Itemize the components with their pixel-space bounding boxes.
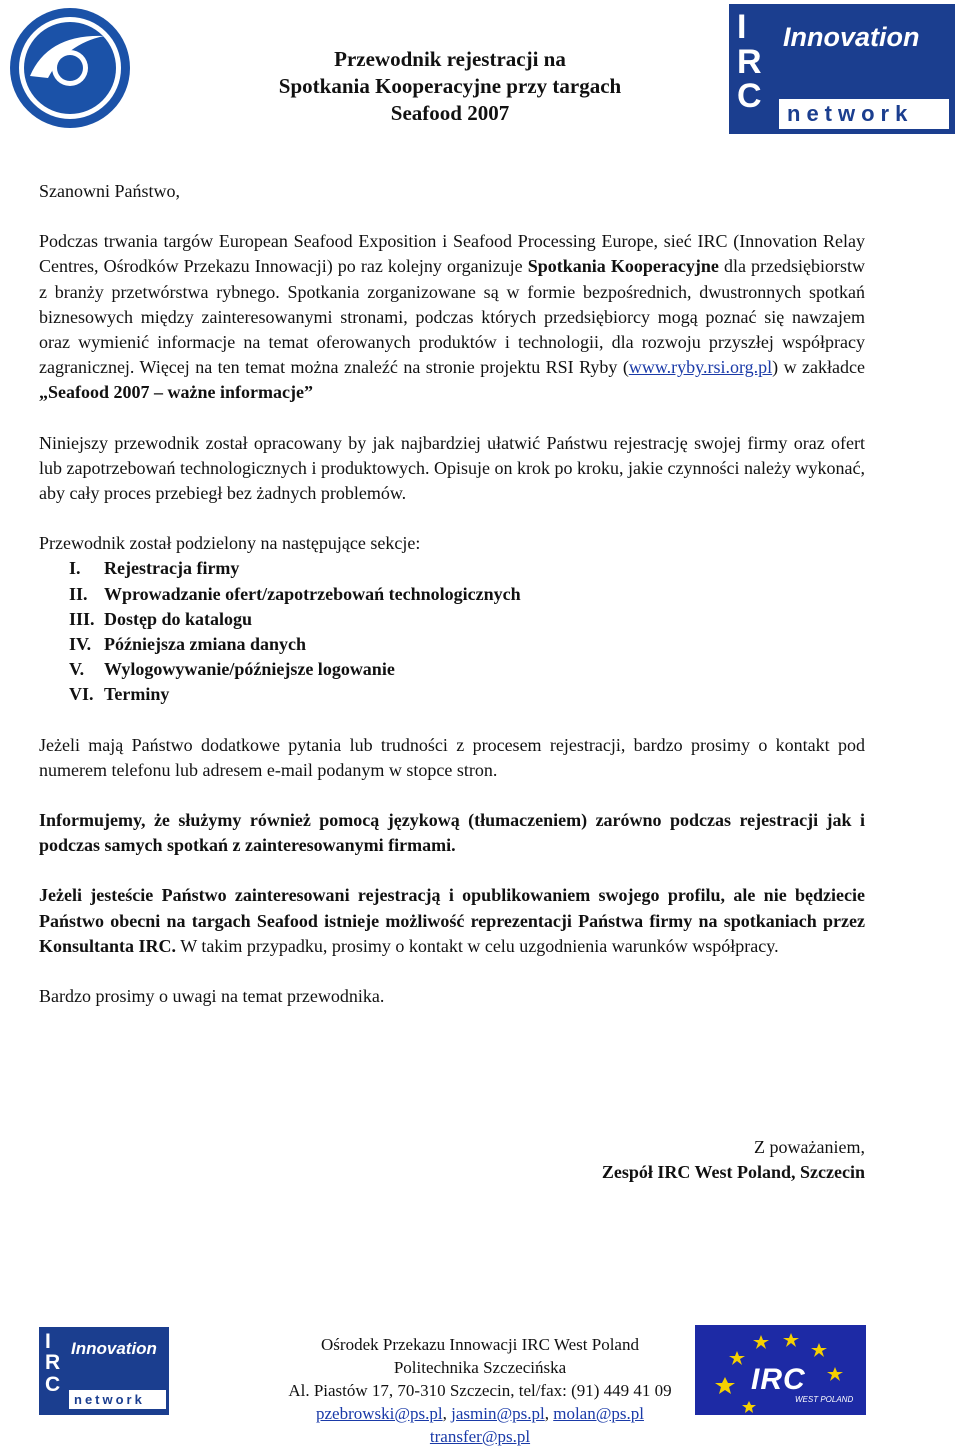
- footer-line-1: Ośrodek Przekazu Innowacji IRC West Poland: [321, 1335, 639, 1354]
- email-link-jasmin[interactable]: jasmin@ps.pl: [451, 1404, 545, 1423]
- representation-bold: Jeżeli jesteście Państwo zainteresowani rejestracją i opublikowaniem swojego profilu, ale nie będziecie Państwo obecni na targach Seafood istnieje możliwość reprezentacji Państwa firmy na spotkaniach przez Konsultanta IRC.: [39, 885, 865, 956]
- title-line-2: Spotkania Kooperacyjne przy targach: [278, 74, 622, 98]
- title-line-1: Przewodnik rejestracji na: [334, 47, 566, 71]
- ryby-website-link[interactable]: www.ryby.rsi.org.pl: [628, 357, 773, 378]
- footer-line-3: Al. Piastów 17, 70-310 Szczecin, tel/fax: (91) 449 41 09: [288, 1381, 672, 1400]
- feedback-paragraph: Bardzo prosimy o uwagi na temat przewodnika.: [39, 986, 385, 1007]
- letter-body: [39, 179, 865, 1009]
- intro-paragraph: [39, 229, 865, 405]
- section-label: Wylogowywanie/późniejsze logowanie: [104, 659, 395, 680]
- section-number: V.: [69, 659, 85, 680]
- network-wordmark: network: [779, 99, 949, 129]
- section-label: Wprowadzanie ofert/zapotrzebowań technologicznych: [104, 583, 521, 604]
- representation-text: W takim przypadku, prosimy o kontakt w celu uzgodnienia warunków współpracy.: [176, 935, 779, 956]
- irc-letter-i: I: [45, 1330, 51, 1353]
- network-wordmark: network: [69, 1390, 166, 1409]
- section-item: [69, 682, 865, 707]
- section-number: III.: [69, 608, 95, 629]
- section-label: Dostęp do katalogu: [104, 608, 253, 629]
- closing: Z poważaniem,: [754, 1137, 865, 1157]
- signature-block: [602, 1135, 865, 1185]
- intro-text-a: Podczas trwania targów European Seafood Exposition i Seafood Processing Europe, sieć IRC (Innovation Relay Centres, Ośrodków Przekazu Innowacji) po raz kolejny organizuje: [39, 231, 865, 277]
- innovation-wordmark: Innovation: [783, 22, 920, 52]
- sections-intro: Przewodnik został podzielony na następujące sekcje:: [39, 533, 421, 554]
- footer-irc-network-logo: [39, 1327, 169, 1415]
- section-item: [69, 582, 865, 607]
- irc-letter-c: C: [737, 77, 762, 116]
- irc-letter-c: C: [45, 1372, 61, 1396]
- irc-innovation-network-logo: [729, 4, 955, 134]
- intro-text-d: ) w zakładce: [772, 357, 865, 378]
- intro-bold-meetings: Spotkania Kooperacyjne: [527, 256, 719, 277]
- language-help-paragraph: Informujemy, że służymy również pomocą językową (tłumaczeniem) zarówno podczas rejestracji jak i podczas samych spotkań z zainteresowanymi firmami.: [39, 810, 865, 856]
- section-number: II.: [69, 583, 88, 604]
- intro-bold-tab: „Seafood 2007 – ważne informacje”: [39, 382, 313, 403]
- section-number: VI.: [69, 684, 94, 705]
- email-link-pzebrowski[interactable]: pzebrowski@ps.pl: [316, 1404, 443, 1423]
- email-link-molan[interactable]: molan@ps.pl: [553, 1404, 644, 1423]
- section-item: [69, 632, 865, 657]
- team-name: Zespół IRC West Poland, Szczecin: [601, 1162, 865, 1182]
- guide-purpose-paragraph: Niniejszy przewodnik został opracowany by jak najbardziej ułatwić Państwu rejestrację swojej firmy oraz ofert lub zapotrzebowań technologicznych i produktowych. Opisuje on krok po kroku, jakie czynności należy wykonać, aby cały proces przebiegł bez żadnych problemów.: [39, 432, 865, 504]
- irc-letter-r: R: [45, 1351, 61, 1375]
- irc-letter-i: I: [737, 8, 747, 46]
- footer-emails: pzebrowski@ps.pl, jasmin@ps.pl, molan@ps.pl: [316, 1404, 644, 1423]
- section-item: [69, 607, 865, 632]
- document-title: [150, 46, 750, 127]
- contact-paragraph: Jeżeli mają Państwo dodatkowe pytania lub trudności z procesem rejestracji, bardzo prosimy o kontakt pod numerem telefonu lub adresem e-mail podanym w stopce stron.: [39, 734, 865, 780]
- section-item: [69, 556, 865, 581]
- salutation: Szanowni Państwo,: [39, 181, 180, 201]
- innovation-wordmark: Innovation: [71, 1339, 157, 1358]
- section-item: [69, 657, 865, 682]
- irc-west-poland-logo: [695, 1325, 866, 1415]
- irc-letter-r: R: [737, 42, 762, 81]
- title-line-3: Seafood 2007: [390, 101, 510, 125]
- section-label: Późniejsza zmiana danych: [104, 634, 306, 655]
- email-link-transfer[interactable]: transfer@ps.pl: [429, 1427, 531, 1446]
- footer-line-2: Politechnika Szczecińska: [393, 1358, 567, 1377]
- irc-west-sub: WEST POLAND: [795, 1395, 854, 1404]
- section-label: Rejestracja firmy: [104, 558, 240, 579]
- irc-west-main: IRC: [751, 1363, 806, 1396]
- section-number: IV.: [69, 634, 92, 655]
- representation-paragraph: [39, 883, 865, 959]
- section-number: I.: [69, 558, 81, 579]
- intro-text-c: dla przedsiębiorstw z branży przetwórstwa rybnego. Spotkania zorganizowane są w formie bezpośrednich, dwustronnych spotkań biznesowych między zainteresowanymi stronami, podczas których przedsiębiorcy mogą poznać się nawzajem oraz wymienić informacje na temat oferowanych produktów i technologii, dla rozwoju przyszłej współpracy zagranicznej. Więcej na ten temat można znaleźć na stronie projektu RSI Ryby (: [39, 256, 865, 378]
- sections-list: [39, 556, 865, 707]
- eu-emblem-logo: [8, 6, 132, 130]
- footer-address: [200, 1333, 760, 1448]
- section-label: Terminy: [104, 684, 170, 705]
